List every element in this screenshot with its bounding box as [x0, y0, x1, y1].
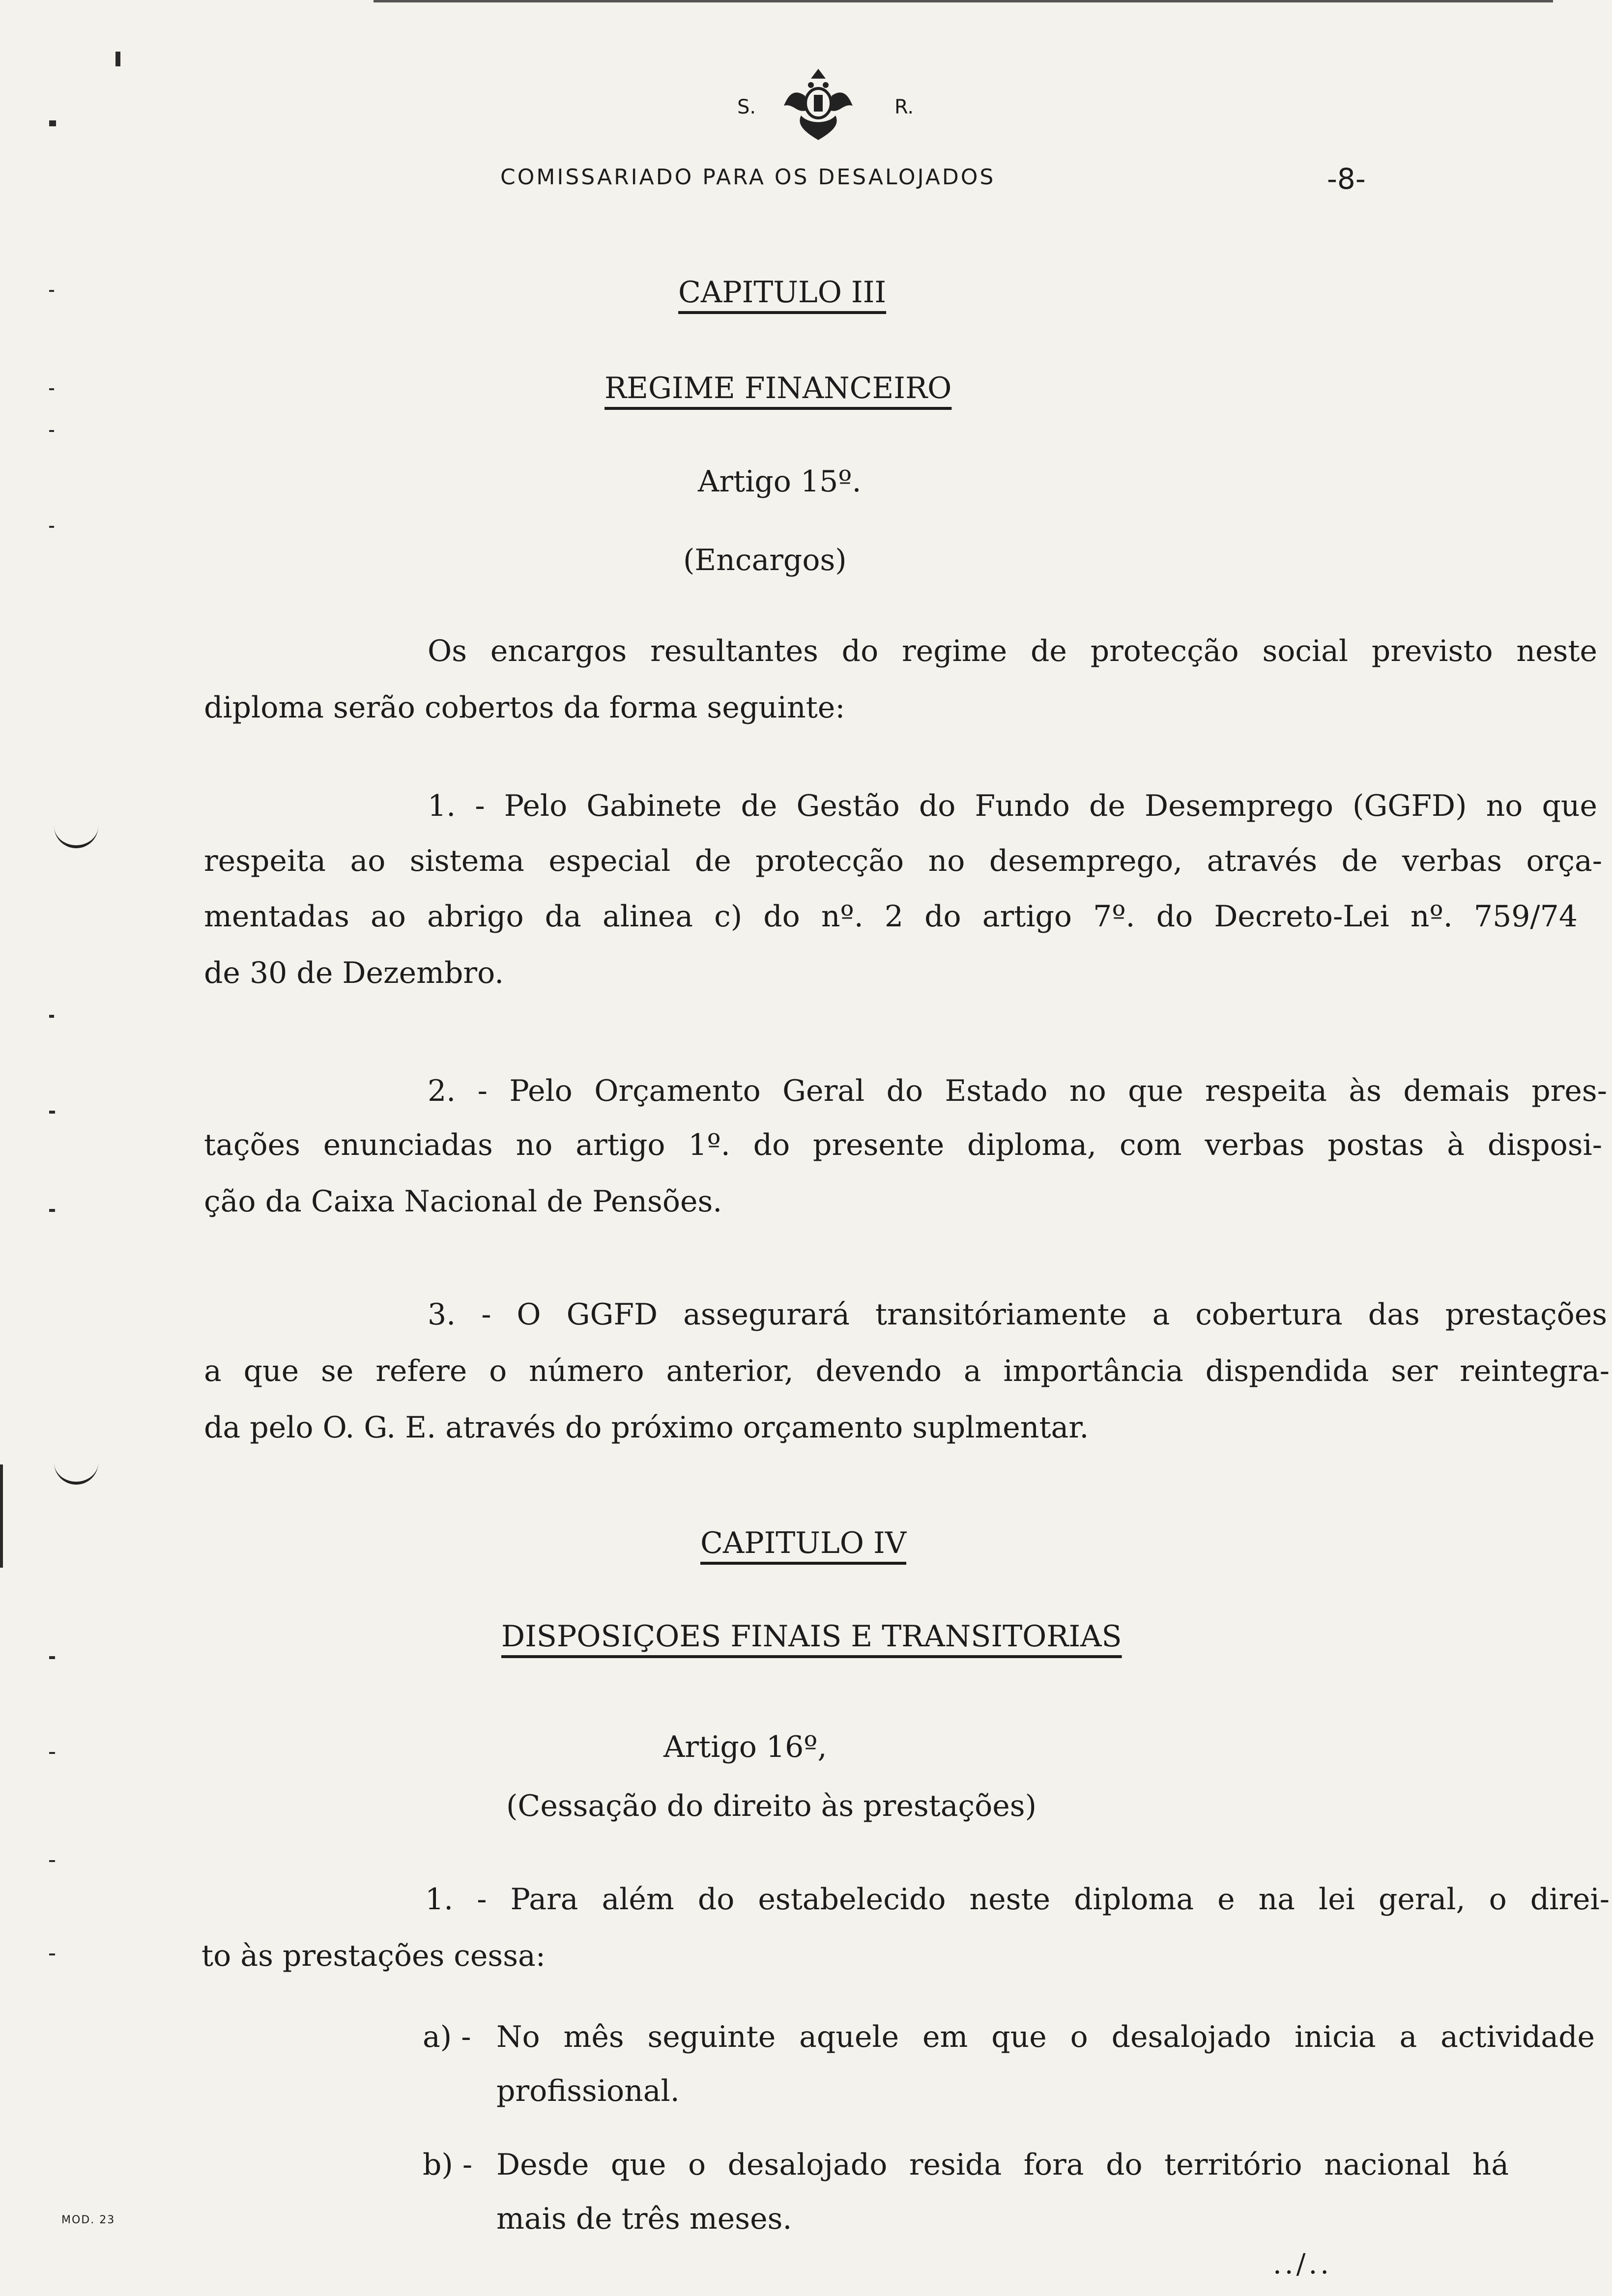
article-16-heading: (Cessação do direito às prestações)	[506, 1789, 1036, 1823]
article-15-item-2-line: ção da Caixa Nacional de Pensões.	[204, 1184, 722, 1219]
coat-of-arms-emblem	[781, 66, 855, 145]
article-15-item-1-line: mentadas ao abrigo da alinea c) do nº. 2 do artigo 7º. do Decreto-Lei nº. 759/74	[204, 899, 1578, 934]
article-16-item-1-line: 1. - Para além do estabelecido neste diploma e na lei geral, o direi-	[425, 1882, 1610, 1917]
article-15-item-1-line: de 30 de Dezembro.	[204, 956, 504, 990]
article-16-item-b-line: mais de três meses.	[496, 2202, 792, 2236]
article-15-title: Artigo 15º.	[698, 464, 862, 499]
chapter-4-subtitle: DISPOSIÇOES FINAIS E TRANSITORIAS	[501, 1619, 1122, 1654]
article-15-intro-line: diploma serão cobertos da forma seguinte:	[204, 690, 845, 725]
article-16-item-b-label: b) -	[423, 2148, 473, 2182]
continuation-mark: ../..	[1273, 2248, 1332, 2280]
article-15-heading: (Encargos)	[683, 543, 847, 577]
article-15-intro-line: Os encargos resultantes do regime de protecção social previsto neste	[428, 634, 1597, 668]
chapter-4-title: CAPITULO IV	[700, 1526, 907, 1560]
article-15-item-3-line: a que se refere o número anterior, devendo a importância dispendida ser reintegra-	[204, 1354, 1610, 1388]
article-15-item-2-line: 2. - Pelo Orçamento Geral do Estado no que respeita às demais pres-	[428, 1074, 1607, 1108]
article-15-item-2-line: tações enunciadas no artigo 1º. do presente diploma, com verbas postas à disposi-	[204, 1128, 1602, 1162]
header-r-letter: R.	[894, 96, 914, 118]
organization-name: COMISSARIADO PARA OS DESALOJADOS	[500, 165, 996, 190]
header-s-letter: S.	[737, 96, 756, 118]
article-15-item-1-line: respeita ao sistema especial de protecção no desemprego, através de verbas orça-	[204, 844, 1602, 878]
article-16-item-a-line: profissional.	[496, 2074, 680, 2108]
chapter-3-subtitle: REGIME FINANCEIRO	[604, 371, 952, 405]
article-16-item-b-line: Desde que o desalojado resida fora do território nacional há	[496, 2148, 1509, 2182]
article-16-item-1-line: to às prestações cessa:	[202, 1939, 546, 1973]
article-15-item-3-line: 3. - O GGFD assegurará transitóriamente a cobertura das prestações	[428, 1297, 1607, 1332]
article-15-item-1-line: 1. - Pelo Gabinete de Gestão do Fundo de Desemprego (GGFD) no que	[428, 789, 1597, 823]
chapter-3-title: CAPITULO III	[678, 275, 887, 310]
article-16-title: Artigo 16º,	[663, 1730, 827, 1764]
top-border-line	[374, 0, 1553, 2]
page-number: -8-	[1327, 162, 1366, 196]
article-15-item-3-line: da pelo O. G. E. através do próximo orçamento suplmentar.	[204, 1410, 1089, 1445]
form-code: MOD. 23	[61, 2214, 115, 2226]
article-16-item-a-label: a) -	[423, 2020, 471, 2054]
article-16-item-a-line: No mês seguinte aquele em que o desalojado inicia a actividade	[496, 2020, 1595, 2054]
